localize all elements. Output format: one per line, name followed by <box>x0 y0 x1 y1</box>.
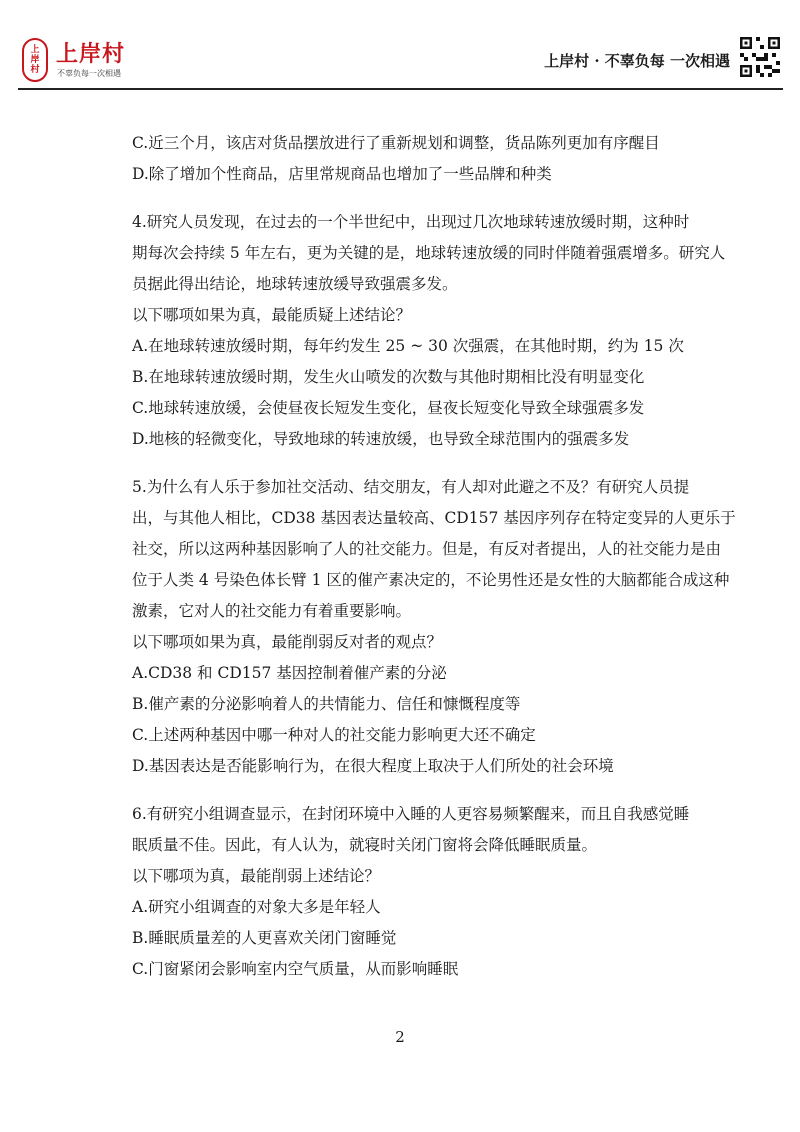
q6-option-b: B.睡眠质量差的人更喜欢关闭门窗睡觉 <box>132 929 397 947</box>
header-slogan: 上岸村 · 不辜负每 一次相遇 <box>544 52 730 70</box>
q5-option-b: B.催产素的分泌影响着人的共情能力、信任和慷慨程度等 <box>132 695 521 713</box>
q4-stem-line-3: 员据此得出结论，地球转速放缓导致强震多发。 <box>132 275 458 293</box>
seal-char-1: 上 <box>30 45 40 55</box>
q6-option-a: A.研究小组调查的对象大多是年轻人 <box>132 898 381 916</box>
seal-char-2: 岸 <box>30 55 40 65</box>
q4-option-a: A.在地球转速放缓时期，每年约发生 25 ~ 30 次强震，在其他时期，约为 15 次 <box>132 337 684 355</box>
brand-tagline: 不辜负每一次相遇 <box>57 69 121 78</box>
brand-seal-logo <box>22 38 48 82</box>
q5-option-c: C.上述两种基因中哪一种对人的社交能力影响更大还不确定 <box>132 726 536 744</box>
q5-option-a: A.CD38 和 CD157 基因控制着催产素的分泌 <box>132 664 447 682</box>
q4-stem-line-1: 4.研究人员发现，在过去的一个半世纪中，出现过几次地球转速放缓时期，这种时 <box>132 213 690 231</box>
q5-stem-line-1: 5.为什么有人乐于参加社交活动、结交朋友，有人却对此避之不及？有研究人员提 <box>132 478 690 496</box>
q5-option-d: D.基因表达是否能影响行为，在很大程度上取决于人们所处的社会环境 <box>132 757 614 775</box>
q4-stem-line-2: 期每次会持续 5 年左右，更为关键的是，地球转速放缓的同时伴随着强震增多。研究人 <box>132 244 726 262</box>
qr-code-icon <box>740 37 780 77</box>
q4-option-c: C.地球转速放缓，会使昼夜长短发生变化，昼夜长短变化导致全球强震多发 <box>132 399 645 417</box>
q6-question: 以下哪项为真，最能削弱上述结论？ <box>132 867 381 885</box>
q5-stem-line-3: 社交，所以这两种基因影响了人的社交能力。但是，有反对者提出，人的社交能力是由 <box>132 540 722 558</box>
q3-option-d: D.除了增加个性商品，店里常规商品也增加了一些品牌和种类 <box>132 165 552 183</box>
q6-stem-line-2: 眠质量不佳。因此，有人认为，就寝时关闭门窗将会降低睡眠质量。 <box>132 836 598 854</box>
q4-option-b: B.在地球转速放缓时期，发生火山喷发的次数与其他时期相比没有明显变化 <box>132 368 645 386</box>
q5-stem-line-5: 激素，它对人的社交能力有着重要影响。 <box>132 602 412 620</box>
header-divider <box>18 88 783 90</box>
page-content <box>132 128 736 985</box>
page-number: 2 <box>395 1028 405 1046</box>
q6-option-c: C.门窗紧闭会影响室内空气质量，从而影响睡眠 <box>132 960 459 978</box>
q4-question: 以下哪项如果为真，最能质疑上述结论？ <box>132 306 412 324</box>
q6-stem-line-1: 6.有研究小组调查显示，在封闭环境中入睡的人更容易频繁醒来，而且自我感觉睡 <box>132 805 690 823</box>
q3-option-c: C.近三个月，该店对货品摆放进行了重新规划和调整，货品陈列更加有序醒目 <box>132 134 660 152</box>
q4-option-d: D.地核的轻微变化，导致地球的转速放缓，也导致全球范围内的强震多发 <box>132 430 630 448</box>
brand-name: 上岸村 <box>56 42 126 67</box>
seal-char-3: 村 <box>30 65 40 75</box>
q5-question: 以下哪项如果为真，最能削弱反对者的观点？ <box>132 633 443 651</box>
q5-stem-line-2: 出，与其他人相比，CD38 基因表达量较高、CD157 基因序列存在特定变异的人更乐于 <box>132 509 736 527</box>
page-header <box>0 0 800 100</box>
q5-stem-line-4: 位于人类 4 号染色体长臂 1 区的催产素决定的，不论男性还是女性的大脑都能合成这种 <box>132 571 730 589</box>
